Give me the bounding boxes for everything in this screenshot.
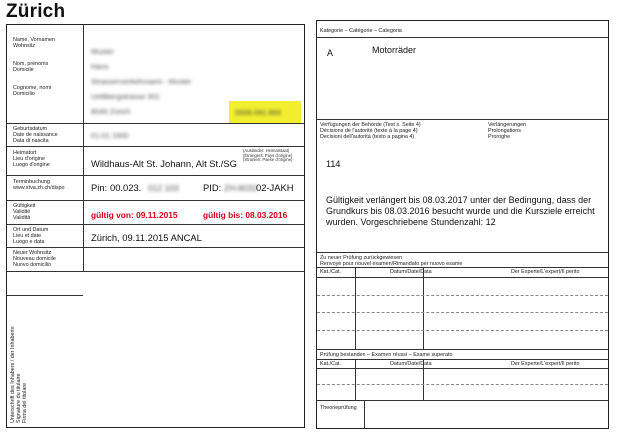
theory-label: Theorieprüfung: [320, 405, 357, 411]
extension-label: Verlängerungen Prolongations Proroghe: [488, 122, 527, 141]
valid-to: gültig bis: 08.03.2016: [203, 210, 288, 220]
rejected-label: Zu neuer Prüfung zurückgewiesen Renvoyé pour nouvel examen/Rimandato per nuovo esame: [320, 255, 463, 268]
page-title: Zürich: [6, 1, 66, 22]
address-line1-blurred: Strassenverkehrsamt - Muster: [91, 77, 192, 86]
learner-permit-front: [6, 24, 305, 428]
pin-blurred: 012 103: [148, 183, 179, 193]
authority-label: Verfügungen der Behörde (Text s. Seite 4) Décisions de l'autorité (texte à la page 4) Decisioni dell'autorità (testo a pagina 4): [320, 122, 421, 141]
birthdate-label: Geburtsdatum Date de naissance Data di nascita: [13, 126, 58, 145]
pid-label: PID:: [203, 182, 222, 193]
rejected-col-date: Datum/Date/Data: [390, 269, 432, 275]
address-line2-blurred: Uetlibergstrasse 301: [91, 92, 160, 101]
origin-note: (Ausländer: Heimatstaat) (Étrangers: Pays d'origine) (Stranieri: Paese d'origine): [243, 148, 293, 163]
pid-blurred: ZH-8032: [224, 183, 258, 193]
pin-value: 00.023.: [110, 182, 142, 193]
authority-code: 114: [326, 159, 341, 169]
signature-label: Unterschrift des Inhabers / der Inhaberin Signature du titulaire Firma del titolare: [10, 326, 28, 423]
category-value: A: [327, 48, 334, 58]
name-label: Name, Vornamen Wohnsitz: [13, 37, 55, 50]
passed-col-expert: Der Experte/L'expert/Il perito: [511, 361, 580, 367]
origin-label: Heimatort Lieu d'origine Luogo d'origine: [13, 150, 50, 169]
validity-label: Gültigkeit Validité Validità: [13, 203, 36, 222]
address-line3-blurred: 8045 Zürich: [91, 107, 131, 116]
passed-col-date: Datum/Date/Data: [390, 361, 432, 367]
place-label: Ort und Datum Lieu et date Luogo e data: [13, 227, 49, 246]
origin-value: Wildhaus-Alt St. Johann, Alt St./SG: [91, 158, 237, 169]
birthdate-value: 01.01.1900: [91, 131, 129, 140]
extension-text: Gültigkeit verlängert bis 08.03.2017 unter der Bedingung, dass der Grundkurs bis 08.03.2016 besucht wurde und die Kursziele erreicht wurden. Vorgeschriebene Stundenzahl: 12: [326, 195, 595, 227]
id-number: 0006.091.669: [235, 108, 281, 117]
pid-suffix: 02-JAKH: [256, 182, 294, 193]
firstname-blurred: Hans: [91, 62, 109, 71]
surname-blurred: Muster: [91, 47, 114, 56]
rejected-col-cat: Kat./Cat.: [320, 269, 341, 275]
name-label-fr: Nom, prénoms Domicile: [13, 61, 49, 74]
passed-label: Prüfung bestanden – Examen réussi – Esame superato: [320, 352, 453, 358]
new-residence-label: Neuer Wohnsitz Nouveau domicile Nuovo domicilio: [13, 250, 56, 269]
category-header: Kategorie – Catégorie – Categoria: [320, 28, 402, 34]
name-label-it: Cognome, nomi Domicilio: [13, 85, 52, 98]
rejected-col-expert: Der Experte/L'expert/Il perito: [511, 269, 580, 275]
passed-col-cat: Kat./Cat.: [320, 361, 341, 367]
pin-label: Pin:: [91, 182, 108, 193]
place-value: Zürich, 09.11.2015 ANCAL: [91, 232, 202, 243]
learner-permit-back: [316, 20, 609, 429]
booking-label: Terminbuchung www.stva.zh.ch/dispo: [13, 179, 65, 192]
category-desc: Motorräder: [372, 45, 417, 55]
valid-from: gültig von: 09.11.2015: [91, 210, 178, 220]
